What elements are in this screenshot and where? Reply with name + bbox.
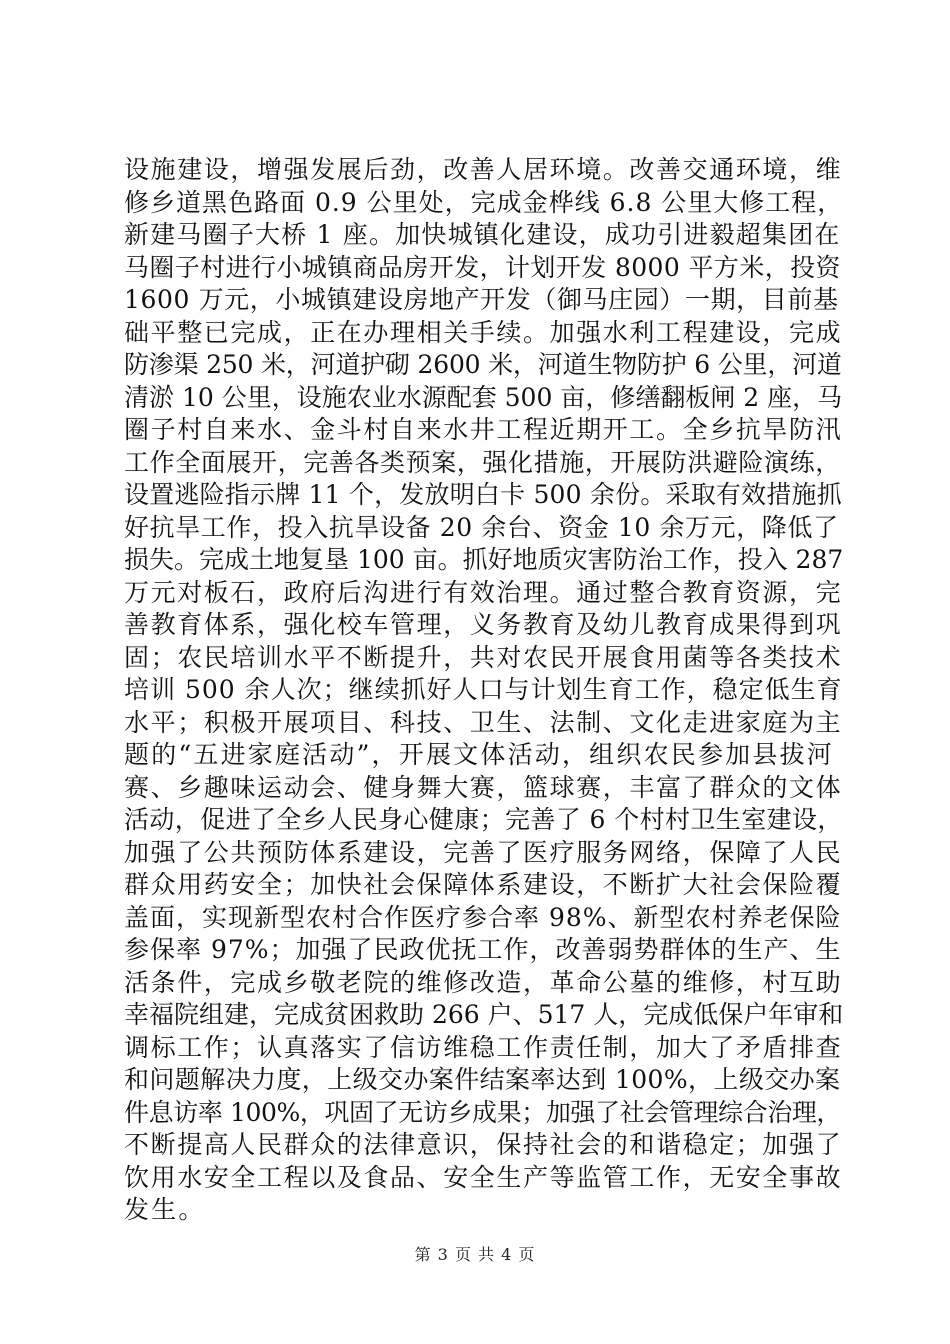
text-line: 修乡道黑色路面 0.9 公里处，完成金桦线 6.8 公里大修工程， xyxy=(124,187,844,217)
text-line: 活动，促进了全乡人民身心健康；完善了 6 个村村卫生室建设， xyxy=(124,805,843,834)
text-line: 防渗渠 250 米，河道护砌 2600 米，河道生物防护 6 公里，河道 xyxy=(124,350,842,379)
text-line: 固；农民培训水平不断提升，共对农民开展食用菌等各类技术 xyxy=(124,642,843,672)
body-text xyxy=(124,154,844,1227)
text-line: 赛、乡趣味运动会、健身舞大赛，篮球赛，丰富了群众的文体 xyxy=(124,772,843,802)
text-line: 清淤 10 公里，设施农业水源配套 500 亩，修缮翻板闸 2 座，马 xyxy=(124,382,843,412)
page-footer: 第 3 页 共 4 页 xyxy=(414,1245,536,1264)
text-line: 水平；积极开展项目、科技、卫生、法制、文化走进家庭为主 xyxy=(124,707,843,737)
text-line: 万元对板石，政府后沟进行有效治理。通过整合教育资源，完 xyxy=(124,577,843,607)
text-line: 和问题解决力度，上级交办案件结案率达到 100%，上级交办案 xyxy=(124,1065,841,1094)
text-line: 盖面，实现新型农村合作医疗参合率 98%、新型农村养老保险 xyxy=(124,902,842,932)
text-line: 1600 万元，小城镇建设房地产开发（御马庄园）一期，目前基 xyxy=(124,285,839,314)
text-line: 培训 500 余人次；继续抓好人口与计划生育工作，稳定低生育 xyxy=(124,675,843,704)
text-line: 参保率 97%；加强了民政优抚工作，改善弱势群体的生产、生 xyxy=(124,935,842,964)
text-line: 饮用水安全工程以及食品、安全生产等监管工作，无安全事故 xyxy=(124,1162,843,1192)
text-line: 幸福院组建，完成贫困救助 266 户、517 人，完成低保户年审和 xyxy=(124,1000,844,1029)
text-line: 群众用药安全；加快社会保障体系建设，不断扩大社会保险覆 xyxy=(124,870,843,899)
text-line: 新建马圈子大桥 1 座。加快城镇化建设，成功引进毅超集团在 xyxy=(124,220,841,249)
text-line: 好抗旱工作，投入抗旱设备 20 余台、资金 10 余万元，降低了 xyxy=(124,512,839,542)
text-line: 损失。完成土地复垦 100 亩。抓好地质灾害防治工作，投入 287 xyxy=(124,545,844,574)
text-line: 题的“五进家庭活动”，开展文体活动，组织农民参加县拔河 xyxy=(124,740,834,769)
text-line: 发生。 xyxy=(124,1195,206,1224)
text-line: 件息访率 100%，巩固了无访乡成果；加强了社会管理综合治理， xyxy=(124,1097,842,1127)
text-line: 不断提高人民群众的法律意识，保持社会的和谐稳定；加强了 xyxy=(124,1130,843,1159)
text-line: 圈子村自来水、金斗村自来水井工程近期开工。全乡抗旱防汛 xyxy=(124,415,843,444)
text-line: 加强了公共预防体系建设，完善了医疗服务网络，保障了人民 xyxy=(124,837,843,867)
text-line: 工作全面展开，完善各类预案，强化措施，开展防洪避险演练， xyxy=(124,447,841,477)
text-line: 善教育体系，强化校车管理，义务教育及幼儿教育成果得到巩 xyxy=(124,610,843,639)
text-line: 设置逃险指示牌 11 个，发放明白卡 500 余份。采取有效措施抓 xyxy=(124,480,842,509)
text-line: 调标工作；认真落实了信访维稳工作责任制，加大了矛盾排查 xyxy=(124,1032,843,1062)
text-line: 设施建设，增强发展后劲，改善人居环境。改善交通环境，维 xyxy=(124,155,843,184)
text-line: 活条件，完成乡敬老院的维修改造，革命公墓的维修，村互助 xyxy=(124,967,843,997)
text-line: 础平整已完成，正在办理相关手续。加强水利工程建设，完成 xyxy=(124,317,843,347)
text-line: 马圈子村进行小城镇商品房开发，计划开发 8000 平方米，投资 xyxy=(124,252,841,282)
